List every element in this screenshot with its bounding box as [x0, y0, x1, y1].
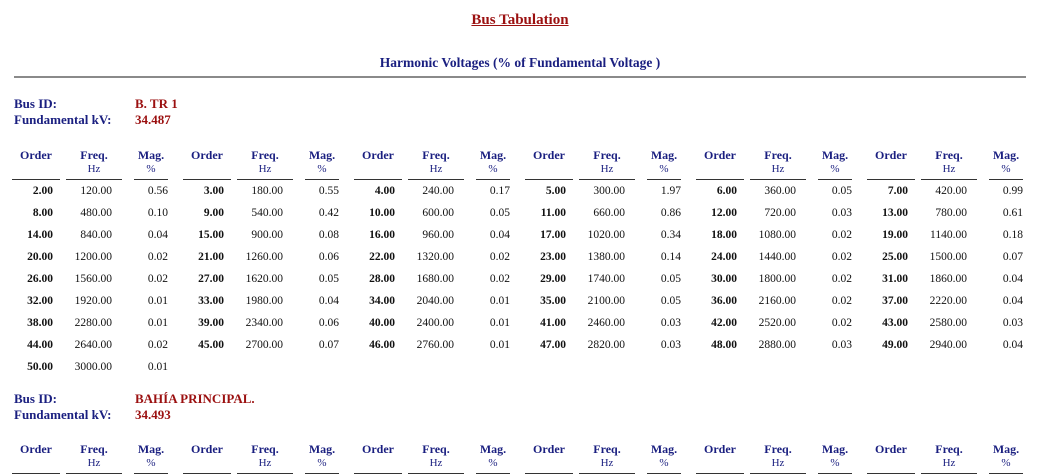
mag-header	[647, 442, 681, 474]
mag-cell: 0.02	[147, 273, 168, 285]
order-cell: 49.00	[882, 339, 908, 351]
freq-header	[408, 442, 464, 474]
order-header-unit	[867, 162, 915, 176]
freq-cell: 2340.00	[245, 317, 283, 329]
freq-header-unit: Hz	[600, 163, 614, 175]
order-header-unit	[696, 456, 744, 470]
mag-cell: 0.01	[489, 295, 510, 307]
order-cell: 50.00	[27, 361, 53, 373]
mag-header-unit: %	[488, 457, 498, 469]
freq-header-unit: Hz	[429, 457, 443, 469]
freq-cell: 2700.00	[245, 339, 283, 351]
freq-cell: 1200.00	[74, 251, 112, 263]
freq-cell: 2940.00	[929, 339, 967, 351]
mag-header-label: Mag.	[821, 148, 849, 162]
order-cell: 4.00	[374, 185, 395, 197]
order-header-unit	[12, 456, 60, 470]
table-row	[0, 206, 1050, 228]
order-cell: 39.00	[198, 317, 224, 329]
freq-header-unit: Hz	[429, 163, 443, 175]
table-row	[0, 316, 1050, 338]
freq-cell: 1620.00	[245, 273, 283, 285]
mag-header-unit: %	[317, 457, 327, 469]
order-cell: 15.00	[198, 229, 224, 241]
mag-cell: 0.14	[660, 251, 681, 263]
fundamental-kv-value: 34.487	[135, 112, 171, 127]
mag-header-label: Mag.	[821, 442, 849, 456]
order-cell: 43.00	[882, 317, 908, 329]
order-cell: 21.00	[198, 251, 224, 263]
mag-cell: 0.08	[318, 229, 339, 241]
order-header-label: Order	[533, 148, 565, 162]
mag-cell: 0.61	[1002, 207, 1023, 219]
order-cell: 28.00	[369, 273, 395, 285]
table-row	[0, 272, 1050, 294]
order-header-label: Order	[362, 442, 394, 456]
order-header	[12, 442, 60, 474]
freq-cell: 2100.00	[587, 295, 625, 307]
mag-cell: 0.05	[489, 207, 510, 219]
bus-info-2	[14, 391, 255, 423]
mag-header-unit: %	[1001, 457, 1011, 469]
fundamental-kv-line	[14, 407, 255, 423]
table-row	[0, 184, 1050, 206]
order-cell: 30.00	[711, 273, 737, 285]
order-cell: 17.00	[540, 229, 566, 241]
freq-cell: 2580.00	[929, 317, 967, 329]
order-header-unit	[354, 456, 402, 470]
mag-cell: 0.03	[831, 339, 852, 351]
order-header	[183, 442, 231, 474]
order-header-label: Order	[20, 148, 52, 162]
order-cell: 16.00	[369, 229, 395, 241]
freq-header-unit: Hz	[87, 163, 101, 175]
mag-cell: 1.97	[660, 185, 681, 197]
order-cell: 40.00	[369, 317, 395, 329]
order-header	[183, 148, 231, 180]
freq-header	[750, 148, 806, 180]
mag-cell: 0.18	[1002, 229, 1023, 241]
mag-header-unit: %	[830, 457, 840, 469]
mag-header	[134, 148, 168, 180]
freq-cell: 660.00	[593, 207, 625, 219]
freq-cell: 3000.00	[74, 361, 112, 373]
freq-cell: 1440.00	[758, 251, 796, 263]
order-header-unit	[525, 162, 573, 176]
freq-header-unit: Hz	[771, 457, 785, 469]
freq-cell: 1320.00	[416, 251, 454, 263]
mag-header-label: Mag.	[479, 148, 507, 162]
mag-header	[305, 442, 339, 474]
order-header-label: Order	[875, 442, 907, 456]
table-row	[0, 228, 1050, 250]
freq-header	[66, 148, 122, 180]
header-rule	[14, 76, 1026, 78]
order-header-unit	[183, 162, 231, 176]
mag-cell: 0.05	[318, 273, 339, 285]
order-cell: 7.00	[887, 185, 908, 197]
freq-header	[921, 148, 977, 180]
freq-header-unit: Hz	[942, 457, 956, 469]
mag-header-label: Mag.	[137, 148, 165, 162]
bus-id-label: Bus ID:	[14, 96, 57, 111]
mag-cell: 0.07	[1002, 251, 1023, 263]
mag-header-unit: %	[659, 163, 669, 175]
freq-header	[237, 442, 293, 474]
order-cell: 35.00	[540, 295, 566, 307]
order-header-unit	[183, 456, 231, 470]
order-cell: 25.00	[882, 251, 908, 263]
order-header-unit	[12, 162, 60, 176]
freq-cell: 1020.00	[587, 229, 625, 241]
freq-cell: 600.00	[422, 207, 454, 219]
order-header	[867, 148, 915, 180]
order-cell: 8.00	[32, 207, 53, 219]
mag-cell: 0.02	[147, 251, 168, 263]
freq-header-unit: Hz	[942, 163, 956, 175]
order-cell: 38.00	[27, 317, 53, 329]
order-header-unit	[696, 162, 744, 176]
mag-header-unit: %	[1001, 163, 1011, 175]
order-cell: 37.00	[882, 295, 908, 307]
freq-header	[579, 442, 635, 474]
freq-cell: 1800.00	[758, 273, 796, 285]
order-cell: 34.00	[369, 295, 395, 307]
freq-header-label: Freq.	[251, 148, 279, 162]
order-cell: 33.00	[198, 295, 224, 307]
order-cell: 48.00	[711, 339, 737, 351]
mag-header-label: Mag.	[992, 148, 1020, 162]
order-header	[354, 148, 402, 180]
freq-cell: 2400.00	[416, 317, 454, 329]
freq-cell: 2280.00	[74, 317, 112, 329]
mag-header	[818, 442, 852, 474]
order-header-label: Order	[704, 148, 736, 162]
freq-cell: 2040.00	[416, 295, 454, 307]
freq-header-label: Freq.	[80, 442, 108, 456]
bus-id-value: B. TR 1	[135, 96, 178, 111]
mag-cell: 0.01	[147, 295, 168, 307]
bus-info-1	[14, 96, 178, 128]
order-cell: 24.00	[711, 251, 737, 263]
mag-header-unit: %	[146, 163, 156, 175]
mag-cell: 0.05	[831, 185, 852, 197]
mag-header-unit: %	[317, 163, 327, 175]
freq-cell: 1740.00	[587, 273, 625, 285]
order-cell: 3.00	[203, 185, 224, 197]
order-header-label: Order	[20, 442, 52, 456]
mag-cell: 0.01	[489, 339, 510, 351]
freq-cell: 900.00	[251, 229, 283, 241]
order-cell: 20.00	[27, 251, 53, 263]
order-header-label: Order	[362, 148, 394, 162]
mag-cell: 0.10	[147, 207, 168, 219]
mag-cell: 0.04	[1002, 295, 1023, 307]
fundamental-kv-label: Fundamental kV:	[14, 112, 112, 127]
order-header	[867, 442, 915, 474]
order-cell: 45.00	[198, 339, 224, 351]
freq-header-label: Freq.	[80, 148, 108, 162]
freq-cell: 120.00	[80, 185, 112, 197]
mag-cell: 0.02	[489, 273, 510, 285]
mag-cell: 0.86	[660, 207, 681, 219]
fundamental-kv-line	[14, 112, 178, 128]
order-cell: 42.00	[711, 317, 737, 329]
freq-header-label: Freq.	[251, 442, 279, 456]
freq-cell: 360.00	[764, 185, 796, 197]
freq-cell: 720.00	[764, 207, 796, 219]
mag-cell: 0.02	[831, 273, 852, 285]
order-cell: 41.00	[540, 317, 566, 329]
freq-cell: 2880.00	[758, 339, 796, 351]
mag-header-label: Mag.	[479, 442, 507, 456]
freq-header-label: Freq.	[422, 148, 450, 162]
order-cell: 12.00	[711, 207, 737, 219]
freq-header	[66, 442, 122, 474]
freq-header-unit: Hz	[600, 457, 614, 469]
mag-cell: 0.04	[489, 229, 510, 241]
order-cell: 23.00	[540, 251, 566, 263]
freq-header	[408, 148, 464, 180]
freq-header-unit: Hz	[771, 163, 785, 175]
order-cell: 27.00	[198, 273, 224, 285]
bus-id-line	[14, 96, 178, 112]
mag-cell: 0.03	[660, 339, 681, 351]
order-header	[696, 148, 744, 180]
order-cell: 22.00	[369, 251, 395, 263]
order-cell: 47.00	[540, 339, 566, 351]
freq-cell: 2760.00	[416, 339, 454, 351]
mag-header-label: Mag.	[992, 442, 1020, 456]
freq-header-unit: Hz	[87, 457, 101, 469]
mag-cell: 0.42	[318, 207, 339, 219]
order-cell: 5.00	[545, 185, 566, 197]
order-cell: 6.00	[716, 185, 737, 197]
order-header-label: Order	[704, 442, 736, 456]
freq-cell: 2160.00	[758, 295, 796, 307]
freq-header-label: Freq.	[593, 442, 621, 456]
mag-cell: 0.05	[660, 273, 681, 285]
mag-header-label: Mag.	[650, 442, 678, 456]
mag-cell: 0.99	[1002, 185, 1023, 197]
order-header-label: Order	[533, 442, 565, 456]
mag-cell: 0.04	[147, 229, 168, 241]
freq-cell: 840.00	[80, 229, 112, 241]
mag-header	[476, 442, 510, 474]
freq-cell: 780.00	[935, 207, 967, 219]
mag-header-unit: %	[146, 457, 156, 469]
mag-cell: 0.02	[489, 251, 510, 263]
mag-cell: 0.01	[147, 317, 168, 329]
mag-cell: 0.02	[831, 251, 852, 263]
mag-cell: 0.04	[1002, 339, 1023, 351]
report-title: Bus Tabulation	[471, 12, 569, 28]
mag-cell: 0.02	[831, 295, 852, 307]
mag-header	[818, 148, 852, 180]
mag-cell: 0.56	[147, 185, 168, 197]
mag-cell: 0.03	[831, 207, 852, 219]
mag-cell: 0.06	[318, 317, 339, 329]
bus-id-label: Bus ID:	[14, 391, 57, 406]
order-cell: 11.00	[540, 207, 566, 219]
mag-header	[134, 442, 168, 474]
freq-cell: 2460.00	[587, 317, 625, 329]
freq-cell: 1560.00	[74, 273, 112, 285]
order-header	[12, 148, 60, 180]
mag-header	[989, 148, 1023, 180]
mag-cell: 0.04	[318, 295, 339, 307]
order-header	[525, 442, 573, 474]
order-cell: 2.00	[32, 185, 53, 197]
mag-header	[647, 148, 681, 180]
mag-header	[989, 442, 1023, 474]
order-header-label: Order	[191, 148, 223, 162]
mag-cell: 0.02	[831, 229, 852, 241]
freq-cell: 1860.00	[929, 273, 967, 285]
order-cell: 10.00	[369, 207, 395, 219]
freq-cell: 1260.00	[245, 251, 283, 263]
bus-id-value: BAHÍA PRINCIPAL.	[135, 391, 255, 406]
freq-cell: 540.00	[251, 207, 283, 219]
freq-header	[579, 148, 635, 180]
mag-cell: 0.03	[1002, 317, 1023, 329]
freq-cell: 2220.00	[929, 295, 967, 307]
freq-cell: 1140.00	[930, 229, 967, 241]
freq-header-label: Freq.	[593, 148, 621, 162]
freq-header-unit: Hz	[258, 457, 272, 469]
freq-cell: 1920.00	[74, 295, 112, 307]
mag-cell: 0.01	[489, 317, 510, 329]
order-header	[696, 442, 744, 474]
mag-cell: 0.02	[831, 317, 852, 329]
mag-cell: 0.04	[1002, 273, 1023, 285]
order-header-label: Order	[875, 148, 907, 162]
freq-cell: 1500.00	[929, 251, 967, 263]
freq-cell: 420.00	[935, 185, 967, 197]
order-cell: 18.00	[711, 229, 737, 241]
order-header-label: Order	[191, 442, 223, 456]
order-cell: 32.00	[27, 295, 53, 307]
order-header-unit	[867, 456, 915, 470]
fundamental-kv-label: Fundamental kV:	[14, 407, 112, 422]
order-cell: 44.00	[27, 339, 53, 351]
freq-header	[921, 442, 977, 474]
freq-cell: 1980.00	[245, 295, 283, 307]
order-cell: 29.00	[540, 273, 566, 285]
freq-cell: 180.00	[251, 185, 283, 197]
mag-cell: 0.05	[660, 295, 681, 307]
mag-cell: 0.03	[660, 317, 681, 329]
mag-header	[305, 148, 339, 180]
freq-cell: 960.00	[422, 229, 454, 241]
freq-header-label: Freq.	[764, 442, 792, 456]
mag-cell: 0.01	[147, 361, 168, 373]
order-cell: 14.00	[27, 229, 53, 241]
freq-cell: 240.00	[422, 185, 454, 197]
mag-cell: 0.34	[660, 229, 681, 241]
order-header	[354, 442, 402, 474]
freq-header-unit: Hz	[258, 163, 272, 175]
report-subtitle: Harmonic Voltages (% of Fundamental Voltage )	[379, 55, 661, 70]
mag-header-label: Mag.	[308, 442, 336, 456]
mag-cell: 0.55	[318, 185, 339, 197]
mag-header-unit: %	[488, 163, 498, 175]
order-header-unit	[354, 162, 402, 176]
mag-header-unit: %	[830, 163, 840, 175]
freq-cell: 300.00	[593, 185, 625, 197]
order-cell: 36.00	[711, 295, 737, 307]
order-cell: 26.00	[27, 273, 53, 285]
mag-header-unit: %	[659, 457, 669, 469]
freq-header-label: Freq.	[764, 148, 792, 162]
freq-header-label: Freq.	[935, 442, 963, 456]
freq-cell: 1380.00	[587, 251, 625, 263]
table-row	[0, 250, 1050, 272]
order-header-unit	[525, 456, 573, 470]
freq-header-label: Freq.	[935, 148, 963, 162]
table-row	[0, 294, 1050, 316]
mag-header-label: Mag.	[308, 148, 336, 162]
mag-cell: 0.17	[489, 185, 510, 197]
freq-header-label: Freq.	[422, 442, 450, 456]
freq-cell: 1680.00	[416, 273, 454, 285]
mag-header-label: Mag.	[650, 148, 678, 162]
freq-header	[750, 442, 806, 474]
order-cell: 31.00	[882, 273, 908, 285]
freq-cell: 2520.00	[758, 317, 796, 329]
freq-cell: 2640.00	[74, 339, 112, 351]
mag-cell: 0.07	[318, 339, 339, 351]
table-row	[0, 360, 1050, 382]
order-header	[525, 148, 573, 180]
freq-cell: 2820.00	[587, 339, 625, 351]
mag-cell: 0.02	[147, 339, 168, 351]
freq-cell: 1080.00	[758, 229, 796, 241]
order-cell: 9.00	[203, 207, 224, 219]
bus-id-line	[14, 391, 255, 407]
fundamental-kv-value: 34.493	[135, 407, 171, 422]
mag-header	[476, 148, 510, 180]
freq-header	[237, 148, 293, 180]
order-cell: 19.00	[882, 229, 908, 241]
freq-cell: 480.00	[80, 207, 112, 219]
order-cell: 13.00	[882, 207, 908, 219]
mag-cell: 0.06	[318, 251, 339, 263]
order-cell: 46.00	[369, 339, 395, 351]
mag-header-label: Mag.	[137, 442, 165, 456]
table-row	[0, 338, 1050, 360]
